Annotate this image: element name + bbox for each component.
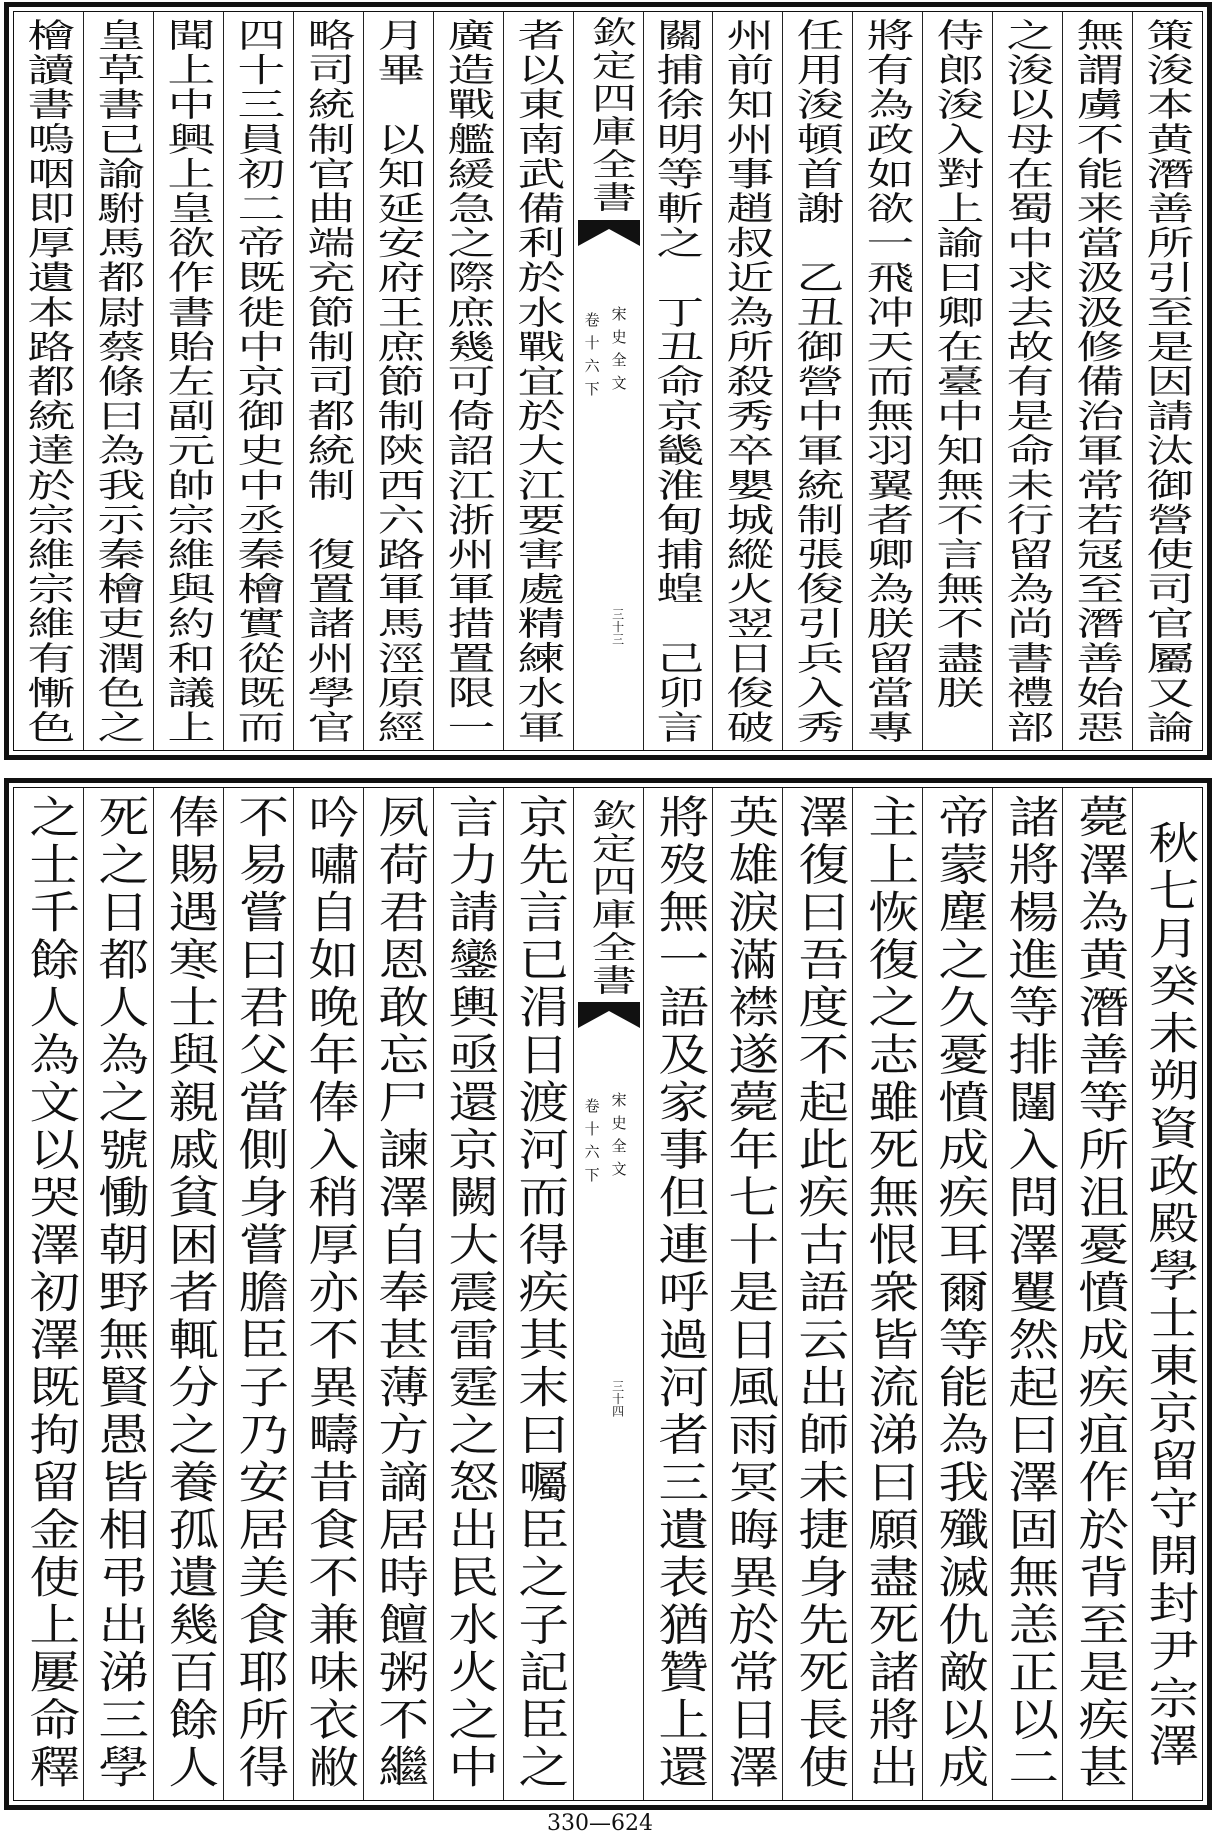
column-text: 薨澤為黄潛善等所沮憂憤成疾疽作於背至是疾甚: [1068, 794, 1128, 1792]
column-text: 廣造戰艦緩急之際庶幾可倚詔江浙州軍措置限一: [439, 18, 497, 745]
column-text: 之浚以母在蜀中求去故有是命未行留為尚書禮部: [999, 18, 1056, 745]
column-text: 澤復曰吾度不起此疾古語云出師未捷身先死長使: [789, 794, 848, 1792]
text-column: [503, 788, 573, 1800]
column-text: 策浚本黄潛善所引至是因請汰御營使司官屬又論: [1139, 18, 1196, 745]
text-column: [433, 788, 503, 1800]
column-text: 侍郎浚入對上諭曰卿在臺中知無不言無不盡朕: [929, 18, 986, 710]
banner-title: 欽定四庫全書: [582, 16, 635, 214]
text-column: [433, 12, 503, 750]
column-text: 英雄淚滿襟遂薨年七十是日風雨冥晦異於常日澤: [719, 794, 778, 1792]
text-column: [992, 788, 1062, 1800]
column-text: 不易嘗曰君父當側身嘗膽臣子乃安居美食耶所得: [229, 794, 289, 1792]
fishtail-ornament: [578, 1002, 640, 1028]
text-column: [1062, 12, 1132, 750]
text-column: [503, 12, 573, 750]
page-number: 三十三: [610, 608, 625, 646]
banner-box: [574, 16, 643, 214]
center-fold-column: [573, 12, 643, 750]
text-column: [1062, 788, 1132, 1800]
volume-label: 卷十六下: [582, 1098, 601, 1190]
text-column: [643, 12, 713, 750]
column-text: 者以東南武備利於水戰宜於大江要害處精練水軍: [509, 18, 567, 745]
text-column: [643, 788, 713, 1800]
text-column: [223, 12, 293, 750]
text-column: [363, 788, 433, 1800]
text-column: [1132, 12, 1202, 750]
center-fold-column: [573, 788, 643, 1800]
column-text: 死之日都人為之號慟朝野無賢愚皆相弔出涕三學: [89, 794, 149, 1792]
text-column: [922, 12, 992, 750]
text-column: [992, 12, 1062, 750]
text-column: [223, 788, 293, 1800]
column-text: 主上恢復之志雖死無恨衆皆流涕曰願盡死諸將出: [859, 794, 918, 1792]
upper-page: [4, 2, 1212, 760]
text-column: [153, 12, 223, 750]
column-text: 將歿無一語及家事但連呼過河者三遺表猶贊上還: [649, 794, 708, 1792]
catalog-number: 330—624: [547, 1811, 653, 1836]
book-title: 宋史全文: [609, 1092, 628, 1184]
column-text: 月畢 以知延安府王庶節制陝西六路軍馬涇原經: [369, 18, 427, 745]
column-text: 皇草書已諭駙馬都尉蔡條曰為我示秦檜吏潤色之: [90, 18, 147, 745]
text-column: [922, 788, 992, 1800]
column-text: 四十三員初二帝既徙中京御史中丞秦檜實從既而: [230, 18, 287, 745]
text-column: [852, 788, 922, 1800]
column-text: 吟嘯自如晚年俸入稍厚亦不異疇昔食不兼味衣敝: [299, 794, 359, 1792]
text-column: [782, 788, 852, 1800]
column-text: 帝蒙塵之久憂憤成疾耳爾等能為我殲滅仇敵以成: [928, 794, 988, 1792]
text-column: [293, 12, 363, 750]
column-text: 關捕徐明等斬之 丁丑命京畿淮甸捕蝗 己卯言: [649, 18, 707, 745]
text-column: [1132, 788, 1202, 1800]
banner-box: [574, 799, 643, 997]
page-number: 三十四: [610, 1380, 625, 1418]
column-text: 州前知州事趙叔近為所殺秀卒嬰城縱火翌日俊破: [719, 18, 777, 745]
column-text: 將有為政如欲一飛冲天而無羽翼者卿為朕留當專: [859, 18, 917, 745]
column-text: 聞上中興上皇欲作書貽左副元帥宗維與約和議上: [160, 18, 217, 745]
text-column: [14, 788, 83, 1800]
banner-title: 欽定四庫全書: [582, 799, 635, 997]
volume-label: 卷十六下: [582, 312, 601, 404]
column-text: 無謂虜不能来當汲汲修備治軍常若冦至潛善始惡: [1069, 18, 1126, 745]
column-text: 秋七月癸未朔資政殿學士東京留守開封尹宗澤: [1138, 820, 1198, 1770]
column-text: 任用浚頓首謝 乙丑御營中軍統制張俊引兵入秀: [789, 18, 847, 745]
book-title: 宋史全文: [609, 306, 628, 398]
page-frame: [13, 11, 1203, 751]
column-text: 之士千餘人為文以哭澤初澤既拘留金使上屢命釋: [19, 794, 79, 1792]
column-text: 略司統制官曲端充節制司都統制 復置諸州學官: [300, 18, 357, 745]
column-text: 俸賜遇寒士與親戚貧困者輒分之養孤遺幾百餘人: [159, 794, 219, 1792]
text-column: [83, 788, 153, 1800]
text-column: [83, 12, 153, 750]
text-column: [153, 788, 223, 1800]
lower-page: [4, 778, 1212, 1810]
text-column: [852, 12, 922, 750]
column-text: 言力請鑾輿亟還京闕大震雷霆之怒出民水火之中: [439, 794, 499, 1792]
column-text: 夙荷君恩敢忘尸諫澤自奉甚薄方謫居時饘粥不繼: [369, 794, 429, 1792]
text-column: [363, 12, 433, 750]
page-frame: [13, 787, 1203, 1801]
text-column: [712, 12, 782, 750]
fishtail-ornament: [578, 220, 640, 246]
column-text: 京先言已涓日渡河而得疾其末曰囑臣之子記臣之: [509, 794, 568, 1792]
text-column: [782, 12, 852, 750]
column-text: 檜讀書嗚咽即厚遺本路都統達於宗維宗維有慚色: [20, 18, 77, 745]
column-text: 諸將楊進等排闥入問澤矍然起曰澤固無恙正以二: [998, 794, 1058, 1792]
text-column: [712, 788, 782, 1800]
text-column: [293, 788, 363, 1800]
text-column: [14, 12, 83, 750]
